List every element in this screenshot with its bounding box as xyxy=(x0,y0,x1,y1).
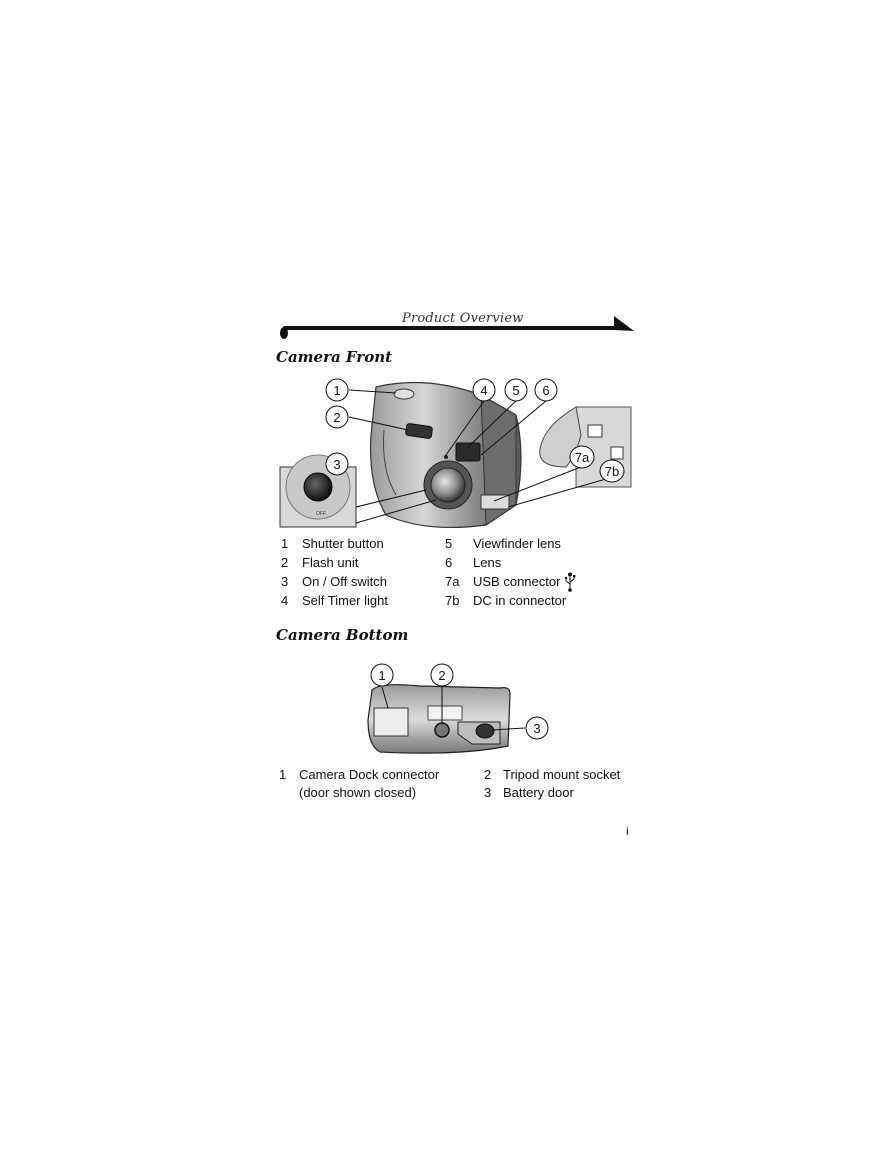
usb-icon xyxy=(564,572,576,592)
callout-front-6: 6 xyxy=(542,383,550,398)
callout-bottom-1: 1 xyxy=(378,668,386,683)
header-arrow-icon xyxy=(612,314,636,334)
legend-bottom-1-label: Camera Dock connector xyxy=(299,767,440,782)
legend-front-2-label: Flash unit xyxy=(302,555,359,570)
camera-bottom-illustration xyxy=(360,660,560,760)
legend-front-5-num: 5 xyxy=(445,536,453,551)
legend-front-1-label: Shutter button xyxy=(302,536,384,551)
header-rule xyxy=(283,326,621,330)
callout-front-3: 3 xyxy=(333,457,341,472)
legend-front-3-num: 3 xyxy=(281,574,289,589)
page-number: i xyxy=(626,824,629,838)
camera-front-callouts xyxy=(276,375,636,535)
callout-bottom-3: 3 xyxy=(533,721,541,736)
legend-front-7b-label: DC in connector xyxy=(473,593,567,608)
legend-bottom-1-num: 1 xyxy=(279,767,287,782)
callout-front-2: 2 xyxy=(333,410,341,425)
legend-front-4-num: 4 xyxy=(281,593,289,608)
legend-front-7a-num: 7a xyxy=(445,574,460,589)
legend-bottom-2-label: Tripod mount socket xyxy=(503,767,621,782)
legend-bottom-3-num: 3 xyxy=(484,785,492,800)
legend-bottom-1-sublabel: (door shown closed) xyxy=(299,785,417,800)
legend-front-1: 1 xyxy=(281,536,289,551)
legend-front-7a-label: USB connector xyxy=(473,574,561,589)
legend-front-6-label: Lens xyxy=(473,555,502,570)
callout-bottom-2: 2 xyxy=(438,668,446,683)
legend-front-3-label: On / Off switch xyxy=(302,574,388,589)
legend-front-2-num: 2 xyxy=(281,555,289,570)
camera-front-title: Camera Front xyxy=(276,348,393,366)
camera-bottom-title: Camera Bottom xyxy=(276,626,409,644)
page-header-title: Product Overview xyxy=(402,311,524,326)
callout-front-4: 4 xyxy=(480,383,488,398)
legend-front-7b-num: 7b xyxy=(445,593,460,608)
callout-front-7a: 7a xyxy=(574,450,590,465)
legend-front-4-label: Self Timer light xyxy=(302,593,388,608)
legend-front-6-num: 6 xyxy=(445,555,453,570)
callout-front-5: 5 xyxy=(512,383,520,398)
legend-bottom-3-label: Battery door xyxy=(503,785,574,800)
legend-front-5-label: Viewfinder lens xyxy=(473,536,561,551)
header-rule-dot xyxy=(280,327,288,339)
callout-front-7b: 7b xyxy=(604,464,620,479)
switch-off-label: OFF xyxy=(316,511,326,517)
legend-bottom-2-num: 2 xyxy=(484,767,492,782)
callout-front-1: 1 xyxy=(333,383,341,398)
